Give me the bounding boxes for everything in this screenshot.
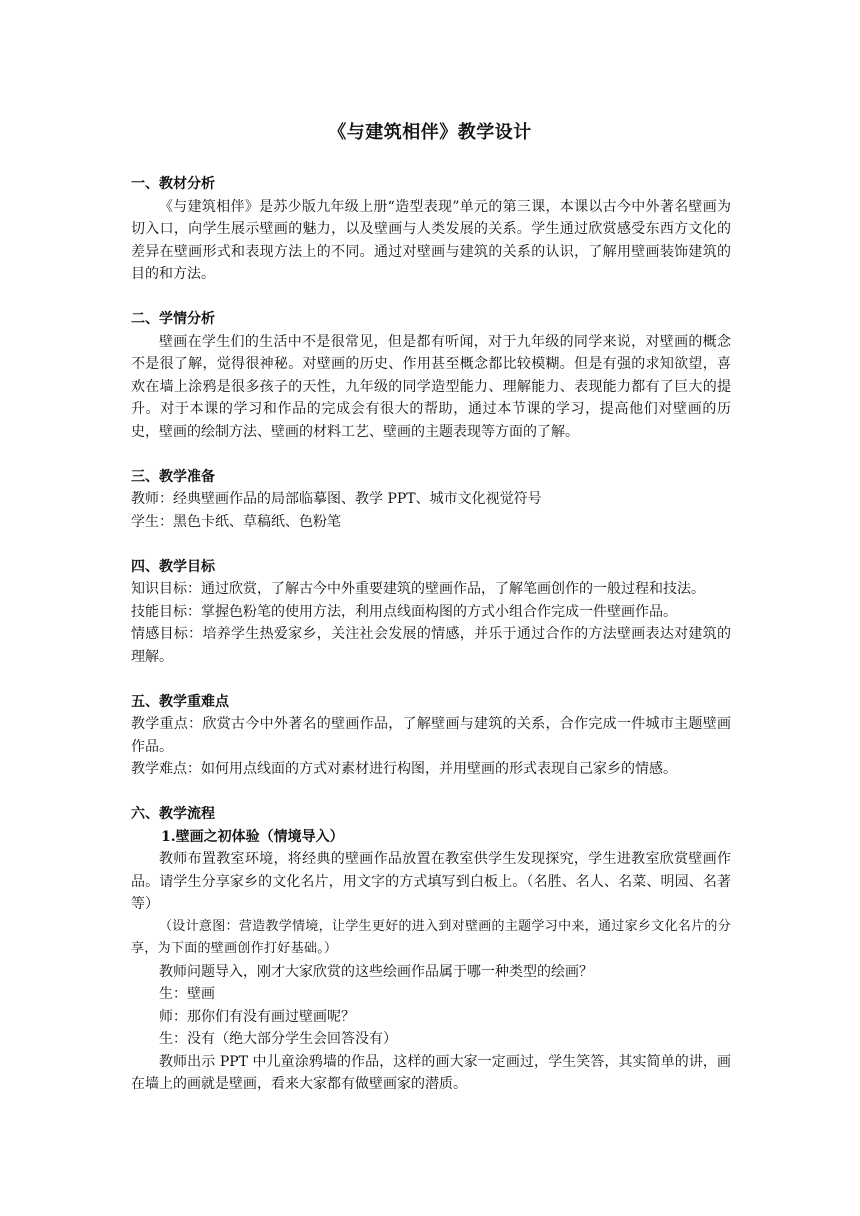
key-point: 教学重点：欣赏古今中外著名的壁画作品，了解壁画与建筑的关系，合作完成一件城市主题壁画作品。	[131, 716, 731, 755]
step1-title: 1.壁画之初体验（情境导入）	[161, 828, 344, 845]
objective-knowledge: 知识目标：通过欣赏，了解古今中外重要建筑的壁画作品，了解笔画创作的一般过程和技法。	[131, 581, 705, 597]
section-heading-objectives: 四、教学目标	[131, 558, 215, 575]
design-intent-note: （设计意图：营造教学情境，让学生更好的进入到对壁画的主题学习中来，通过家乡文化名片的分享，为下面的壁画创作打好基础。）	[131, 918, 731, 956]
paragraph-textbook-analysis: 《与建筑相伴》是苏少版九年级上册“造型表现”单元的第三课，本课以古今中外著名壁画为切入口，向学生展示壁画的魅力，以及壁画与人类发展的关系。学生通过欣赏感受东西方文化的差异在壁画形式和表现方法上的不同。通过对壁画与建筑的关系的认识，了解用壁画装饰建筑的目的和方法。	[131, 198, 731, 282]
preparation-teacher: 教师：经典壁画作品的局部临摹图、教学 PPT、城市文化视觉符号	[131, 491, 542, 507]
process-paragraph: 教师布置教室环境，将经典的壁画作品放置在教室供学生发现探究，学生进教室欣赏壁画作品。请学生分享家乡的文化名片，用文字的方式填写到白板上。（名胜、名人、名菜、明园、名著等）	[131, 851, 731, 912]
process-paragraph: 教师出示 PPT 中儿童涂鸦墙的作品，这样的画大家一定画过，学生笑答，其实简单的讲，画在墙上的画就是壁画，看来大家都有做壁画家的潜质。	[131, 1053, 731, 1092]
process-paragraph: 教师问题导入，刚才大家欣赏的这些绘画作品属于哪一种类型的绘画？	[159, 963, 593, 980]
dialogue-line: 师：那你们有没有画过壁画呢？	[159, 1008, 355, 1025]
section-heading-preparation: 三、教学准备	[131, 468, 215, 485]
section-heading-key-points: 五、教学重难点	[131, 693, 229, 710]
document-title: 《与建筑相伴》教学设计	[328, 122, 532, 143]
spacer	[131, 668, 731, 691]
difficult-point: 教学难点：如何用点线面的方式对素材进行构图，并用壁画的形式表现自己家乡的情感。	[131, 761, 677, 777]
objective-skill: 技能目标：掌握色粉笔的使用方法，利用点线面构图的方式小组合作完成一件壁画作品。	[131, 603, 677, 620]
spacer	[131, 443, 731, 466]
section-heading-textbook-analysis: 一、教材分析	[131, 176, 215, 192]
preparation-student: 学生：黑色卡纸、草稿纸、色粉笔	[131, 513, 341, 530]
spacer	[131, 533, 731, 556]
spacer	[131, 286, 731, 309]
paragraph-student-analysis: 壁画在学生们的生活中不是很常见，但是都有听闻，对于九年级的同学来说，对壁画的概念不是很了解，觉得很神秘。对壁画的历史、作用甚至概念都比较模糊。但是有强的求知欲望，喜欢在墙上涂鸦是很多孩子的天性，九年级的同学造型能力、理解能力、表现能力都有了巨大的提升。对于本课的学习和作品的完成会有很大的帮助，通过本节课的学习，提高他们对壁画的历史，壁画的绘制方法、壁画的材料工艺、壁画的主题表现等方面的了解。	[131, 333, 731, 440]
dialogue-line: 生：壁画	[159, 986, 215, 1002]
spacer	[131, 781, 731, 804]
dialogue-line: 生：没有（绝大部分学生会回答没有）	[159, 1031, 397, 1047]
section-heading-student-analysis: 二、学情分析	[131, 311, 215, 327]
section-heading-teaching-process: 六、教学流程	[131, 806, 215, 822]
objective-emotion: 情感目标：培养学生热爱家乡，关注社会发展的情感，并乐于通过合作的方法壁画表达对建筑的理解。	[131, 626, 731, 665]
document-body	[131, 173, 731, 1096]
